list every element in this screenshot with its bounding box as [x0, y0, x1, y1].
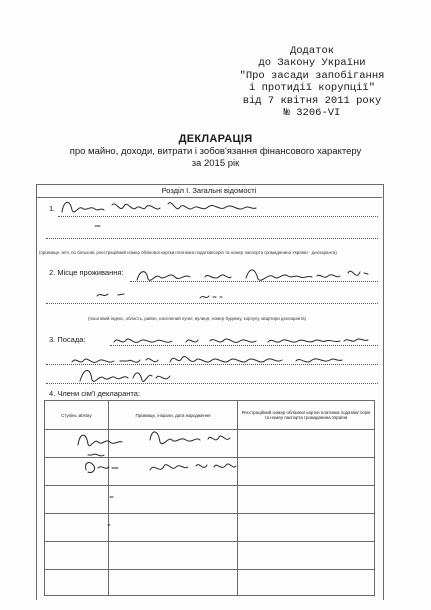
item4-label: 4. Члени сім'ї декларанта:: [49, 389, 141, 398]
family-members-table: [44, 400, 375, 596]
appendix-line: "Про засади запобігання: [239, 69, 385, 82]
table-cell: [45, 542, 109, 570]
appendix-line: від 7 квітня 2011 року: [242, 94, 382, 107]
item2-caption: (поштовий індекс, область, район, населений пункт, вулиця, номер будинку, корпусу, квартири декларанта): [88, 316, 307, 321]
table-header-name: Прізвище, ініціали, дата народження: [109, 401, 238, 430]
table-cell: [45, 430, 109, 458]
item2-label: 2. Місце проживання:: [49, 268, 124, 277]
table-header-relation: Ступінь зв'язку: [45, 401, 109, 430]
appendix-line: до Закону України: [258, 57, 366, 70]
item2-line: [130, 281, 378, 282]
item1-line: [58, 216, 378, 217]
item1-caption: (прізвище, ім'я, по батькові, реєстраційний номер облікової картки платника податків/серія та номер паспорта громадянина України - декларанта): [39, 250, 337, 255]
table-cell: [45, 514, 109, 542]
appendix-line: і протидії корупції": [248, 82, 376, 95]
item2-line: [46, 303, 378, 304]
item3-line: [46, 383, 378, 384]
table-cell: [109, 486, 238, 514]
section-heading: Розділ І. Загальні відомості: [36, 184, 382, 198]
table-cell: [109, 458, 238, 486]
table-cell: [109, 570, 238, 596]
table-cell: [238, 430, 375, 458]
table-cell: [238, 486, 375, 514]
item3-line: [46, 364, 378, 365]
table-cell: [109, 514, 238, 542]
table-cell: [238, 542, 375, 570]
declaration-title: ДЕКЛАРАЦІЯ: [178, 133, 253, 145]
appendix-block: [232, 45, 392, 119]
table-cell: [45, 570, 109, 596]
table-cell: [109, 430, 238, 458]
table-cell: [45, 458, 109, 486]
table-cell: [238, 514, 375, 542]
declaration-subtitle: про майно, доходи, витрати і зобов'язання фінансового характеру: [69, 146, 362, 157]
item1-number: 1.: [49, 204, 56, 213]
appendix-line: № 3206-VI: [283, 107, 341, 120]
item3-line: [110, 345, 378, 346]
table-cell: [109, 542, 238, 570]
appendix-line: Додаток: [289, 45, 335, 57]
item1-line: [46, 238, 378, 239]
table-cell: [238, 570, 375, 596]
item3-label: 3. Посада:: [49, 335, 86, 344]
table-cell: [45, 486, 109, 514]
declaration-year: за 2015 рік: [191, 158, 240, 169]
table-header-tax-id: Реєстраційний номер облікової картки платника податків/ серія та номер паспорта громадянина України: [238, 401, 375, 430]
table-cell: [238, 458, 375, 486]
